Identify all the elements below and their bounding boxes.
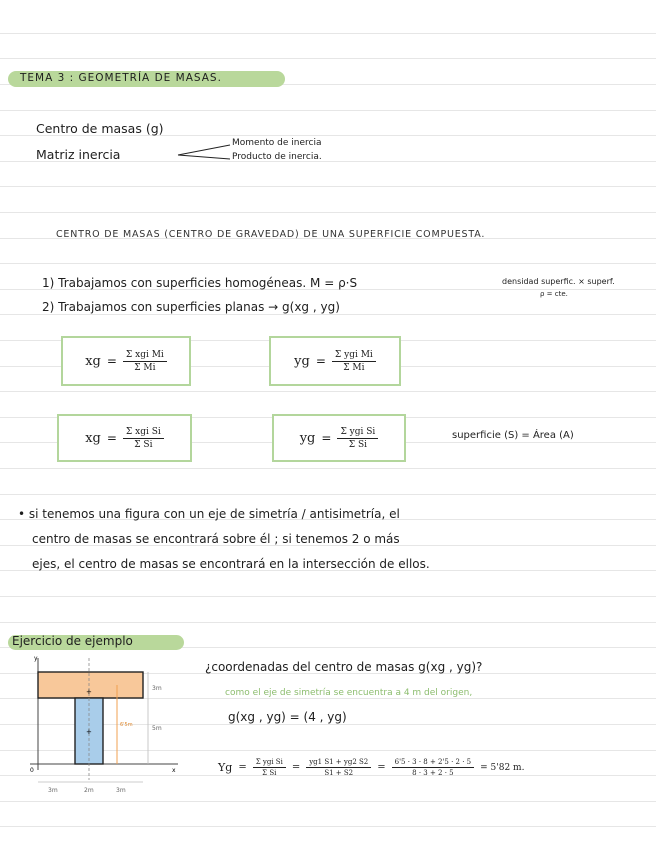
example-question: ¿coordenadas del centro de masas g(xg , yg)? [205,660,483,674]
branch-moment-of-inertia: Momento de inercia [232,138,322,148]
step-1: 1) Trabajamos con superficies homogéneas. M = ρ·S [42,276,358,290]
formula-xg-mass: xg = $\frac{\text{Σ xgi Mi}}{\text{Σ Mi}}$ [61,336,191,386]
example-heading: Ejercicio de ejemplo [12,634,133,648]
dim-h-label: 6'5m [120,722,133,728]
formula-yg-area: yg = $\frac{\text{Σ ygi Si}}{\text{Σ Si}}$ [272,414,406,462]
axis-y-label: y [34,655,38,662]
dim-bottom-1: 3m [48,787,58,794]
branch-product-of-inertia: Producto de inercia. [232,152,322,162]
step-1-sub: ρ = cte. [540,290,568,298]
dim-web-label: 5m [152,725,162,732]
step-2: 2) Trabajamos con superficies planas → g(xg , yg) [42,300,340,314]
section-heading: CENTRO DE MASAS (CENTRO DE GRAVEDAD) DE UNA SUPERFICIE COMPUESTA. [56,229,486,240]
example-g-result: g(xg , yg) = (4 , yg) [228,710,347,724]
dim-bottom-3: 3m [116,787,126,794]
bullet-inertia-matrix: Matriz inercia [36,147,121,162]
step-1-note: densidad superfic. × superf. [502,277,615,286]
yg-calculation: Yg = $\frac{\text{Σ ygi Si}}{\text{Σ Si}}$ = $\frac{yg1 S1 + yg2 S2}{S1 + S2}$ = $\frac{6'5 \cdot 3 \cdot 8 + 2'5 \cdot 2 \cdot 5}{8 \cdot 3 + 2 \cdot 5}$ = 5'82 m. [218,758,525,777]
surface-note: superficie (S) = Área (A) [452,430,574,441]
dim-top-label: 3m [152,685,162,692]
centroid-flange: + [86,688,92,696]
t-section-diagram [20,652,200,798]
page-title: TEMA 3 : GEOMETRÍA DE MASAS. [20,72,222,84]
origin-label: 0 [30,767,34,774]
centroid-web: + [86,728,92,736]
formula-yg-mass: yg = $\frac{\text{Σ ygi Mi}}{\text{Σ Mi}}$ [269,336,401,386]
formula-xg-area: xg = $\frac{\text{Σ xgi Si}}{\text{Σ Si}}$ [57,414,192,462]
bullet-center-of-mass: Centro de masas (g) [36,121,164,136]
symmetry-line-1: • si tenemos una figura con un eje de simetría / antisimetría, el [18,507,400,521]
axis-x-label: x [172,767,176,774]
branch-arrows [176,141,234,163]
example-note: como el eje de simetría se encuentra a 4 m del origen, [225,688,473,698]
symmetry-line-3: ejes, el centro de masas se encontrará en la intersección de ellos. [32,557,430,571]
symmetry-line-2: centro de masas se encontrará sobre él ; si tenemos 2 o más [32,532,400,546]
dim-bottom-2: 2m [84,787,94,794]
